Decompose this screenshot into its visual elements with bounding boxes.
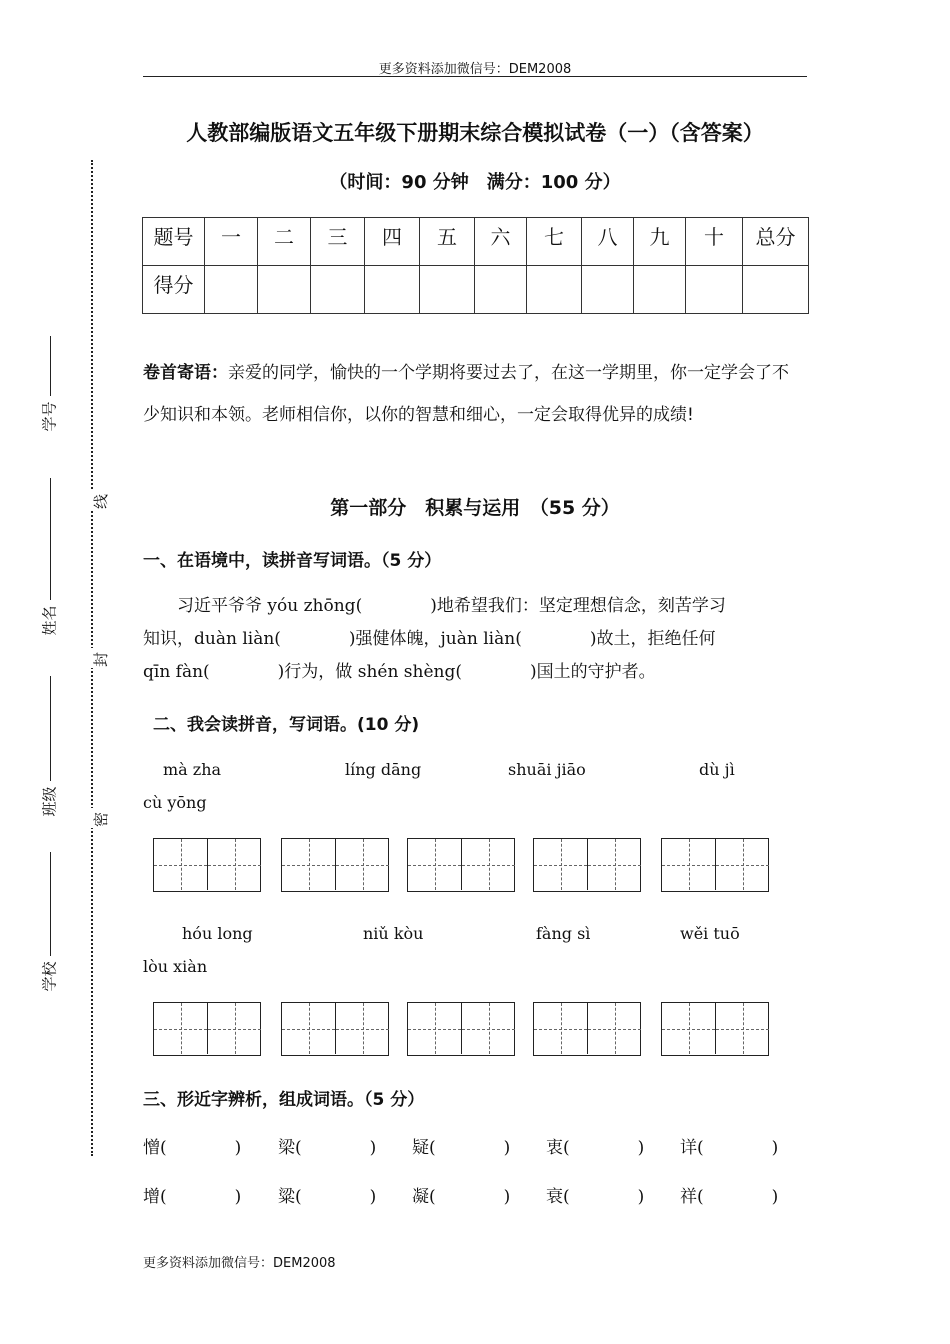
score-header-row bbox=[143, 218, 809, 266]
seal-char-wrap bbox=[91, 648, 111, 668]
header-note: 更多资料添加微信号：DEM2008 bbox=[378, 62, 572, 77]
score-input-cell[interactable] bbox=[634, 266, 686, 314]
word-pair-item: 憎( ) bbox=[143, 1138, 242, 1158]
pinyin-label: mà zha bbox=[163, 760, 222, 779]
score-input-cell[interactable] bbox=[420, 266, 475, 314]
intro-lead: 卷首寄语： bbox=[143, 363, 228, 383]
pinyin-label: hóu long bbox=[182, 924, 253, 943]
writing-grid[interactable] bbox=[533, 1002, 641, 1056]
pinyin-label: shuāi jiāo bbox=[508, 760, 586, 779]
footer-note: 更多资料添加微信号：DEM2008 bbox=[143, 1256, 336, 1271]
q1-line3: qīn fàn( )行为，做 shén shèng( )国土的守护者。 bbox=[143, 662, 656, 682]
pinyin-label: niǔ kòu bbox=[363, 924, 424, 943]
writing-grid[interactable] bbox=[153, 838, 261, 892]
q1-title: 一、在语境中，读拼音写词语。（5 分） bbox=[143, 551, 442, 571]
score-cell-total: 总分 bbox=[743, 218, 809, 266]
score-input-cell[interactable] bbox=[258, 266, 311, 314]
school-label-wrap bbox=[42, 958, 66, 992]
score-table bbox=[142, 217, 809, 314]
score-cell: 九 bbox=[634, 218, 686, 266]
pinyin-label: lòu xiàn bbox=[143, 957, 208, 976]
school-label: 学校 bbox=[40, 961, 59, 992]
score-values-row bbox=[143, 266, 809, 314]
score-input-cell[interactable] bbox=[311, 266, 365, 314]
score-cell: 一 bbox=[205, 218, 258, 266]
exam-subtitle: （时间：90 分钟 满分：100 分） bbox=[329, 172, 621, 193]
dense-char: 密 bbox=[92, 811, 111, 828]
student-id-label: 学号 bbox=[40, 401, 59, 432]
word-pair-item: 粱( ) bbox=[278, 1187, 377, 1207]
score-input-cell[interactable] bbox=[686, 266, 743, 314]
score-cell: 七 bbox=[527, 218, 582, 266]
student-id-blank[interactable] bbox=[50, 336, 51, 396]
intro-text: 亲爱的同学，愉快的一个学期将要过去了，在这一学期里，你一定学会了不少知识和本领。老师相信你，以你的智慧和细心，一定会取得优异的成绩! bbox=[143, 363, 789, 425]
part1-title: 第一部分 积累与运用 （55 分） bbox=[330, 497, 620, 519]
school-blank[interactable] bbox=[50, 852, 51, 956]
exam-title: 人教部编版语文五年级下册期末综合模拟试卷（一）（含答案） bbox=[186, 121, 764, 145]
score-cell: 八 bbox=[582, 218, 634, 266]
q2-title: 二、我会读拼音，写词语。(10 分) bbox=[153, 715, 420, 735]
dense-char-wrap bbox=[91, 808, 111, 828]
q1-line2: 知识，duàn liàn( )强健体魄，juàn liàn( )故土，拒绝任何 bbox=[143, 629, 716, 649]
score-input-cell[interactable] bbox=[205, 266, 258, 314]
q3-title: 三、形近字辨析，组成词语。（5 分） bbox=[143, 1090, 425, 1110]
score-input-cell[interactable] bbox=[475, 266, 527, 314]
intro-paragraph bbox=[143, 352, 803, 436]
score-input-cell[interactable] bbox=[365, 266, 420, 314]
score-cell: 六 bbox=[475, 218, 527, 266]
name-blank[interactable] bbox=[50, 478, 51, 600]
writing-grid[interactable] bbox=[281, 1002, 389, 1056]
word-pair-item: 梁( ) bbox=[278, 1138, 377, 1158]
name-label-wrap bbox=[42, 602, 66, 636]
student-id-label-wrap bbox=[42, 398, 66, 432]
name-label: 姓名 bbox=[40, 605, 59, 636]
pinyin-label: dù jì bbox=[699, 760, 735, 779]
line-char: 线 bbox=[92, 493, 111, 510]
writing-grid[interactable] bbox=[407, 1002, 515, 1056]
word-pair-item: 凝( ) bbox=[412, 1187, 511, 1207]
pinyin-label: fàng sì bbox=[536, 924, 591, 943]
score-cell: 五 bbox=[420, 218, 475, 266]
word-pair-item: 疑( ) bbox=[412, 1138, 511, 1158]
word-pair-item: 衰( ) bbox=[546, 1187, 645, 1207]
seal-char: 封 bbox=[92, 651, 111, 668]
line-char-wrap bbox=[91, 490, 111, 510]
word-pair-item: 增( ) bbox=[143, 1187, 242, 1207]
score-cell: 四 bbox=[365, 218, 420, 266]
writing-grid[interactable] bbox=[661, 838, 769, 892]
score-cell: 十 bbox=[686, 218, 743, 266]
score-cell: 三 bbox=[311, 218, 365, 266]
writing-grid[interactable] bbox=[661, 1002, 769, 1056]
score-cell-label: 题号 bbox=[143, 218, 205, 266]
writing-grid[interactable] bbox=[533, 838, 641, 892]
writing-grid[interactable] bbox=[281, 838, 389, 892]
score-input-cell[interactable] bbox=[743, 266, 809, 314]
score-cell: 二 bbox=[258, 218, 311, 266]
score-row-label: 得分 bbox=[143, 266, 205, 314]
word-pair-item: 衷( ) bbox=[546, 1138, 645, 1158]
class-label: 班级 bbox=[40, 786, 59, 817]
pinyin-label: cù yōng bbox=[143, 793, 207, 812]
word-pair-item: 祥( ) bbox=[680, 1187, 779, 1207]
class-label-wrap bbox=[42, 783, 66, 817]
score-input-cell[interactable] bbox=[527, 266, 582, 314]
writing-grid[interactable] bbox=[153, 1002, 261, 1056]
header-rule bbox=[143, 76, 807, 77]
word-pair-item: 详( ) bbox=[680, 1138, 779, 1158]
pinyin-label: wěi tuō bbox=[680, 924, 740, 943]
writing-grid[interactable] bbox=[407, 838, 515, 892]
q1-line1: 习近平爷爷 yóu zhōng( )地希望我们：坚定理想信念，刻苦学习 bbox=[143, 596, 726, 616]
score-input-cell[interactable] bbox=[582, 266, 634, 314]
pinyin-label: líng dāng bbox=[345, 760, 422, 779]
class-blank[interactable] bbox=[50, 676, 51, 781]
